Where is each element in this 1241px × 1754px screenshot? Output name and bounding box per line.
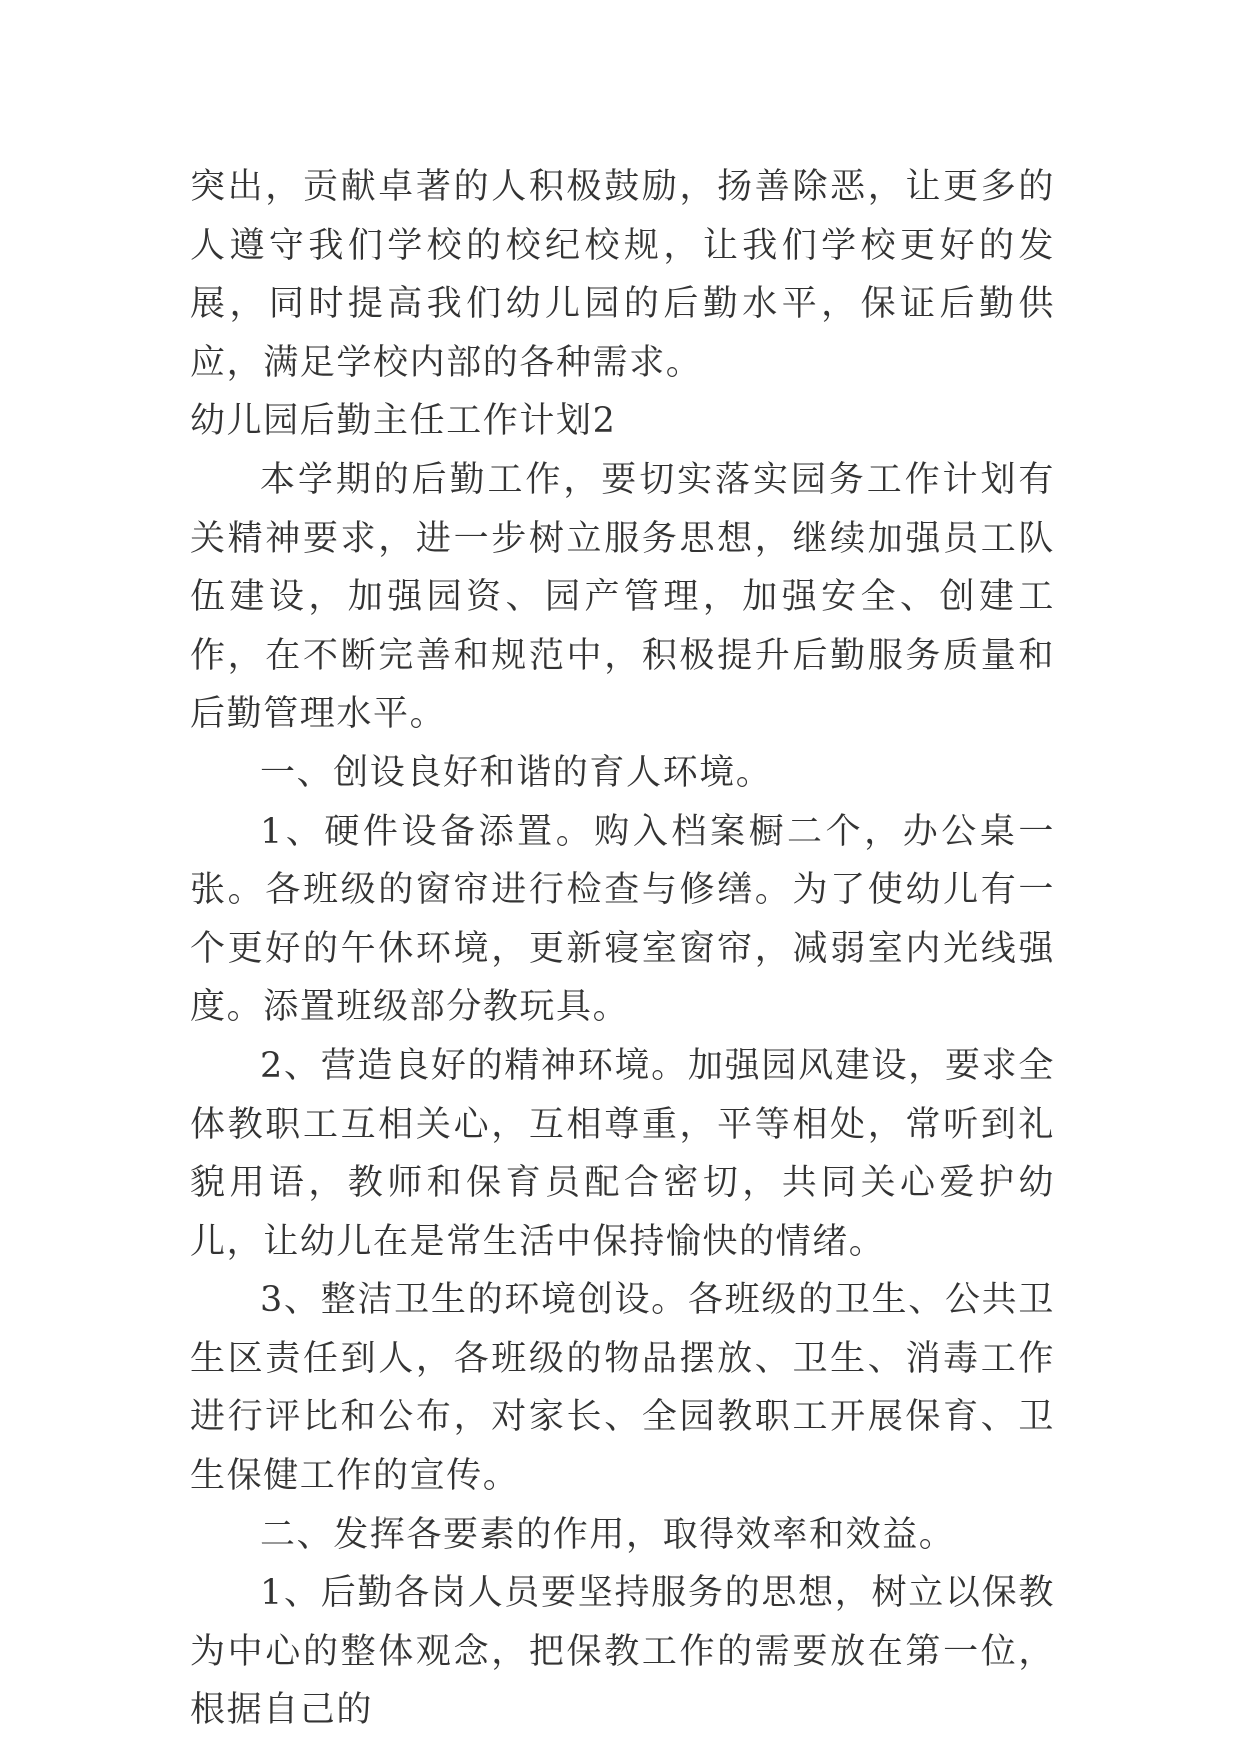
paragraph-section-one-title: 一、创设良好和谐的育人环境。	[260, 752, 773, 793]
section-heading: 幼儿园后勤主任工作计划2	[190, 401, 617, 442]
paragraph-continuation: 突出，贡献卓著的人积极鼓励，扬善除恶，让更多的人遵守我们学校的校纪校规，让我们学校更好的发展，同时提高我们幼儿园的后勤水平，保证后勤供应，满足学校内部的各种需求。	[190, 167, 1055, 383]
document-body	[190, 158, 1055, 1740]
paragraph-item-1-service: 1、后勤各岗人员要坚持服务的思想，树立以保教为中心的整体观念，把保教工作的需要放在第一位，根据自己的	[190, 1573, 1055, 1731]
paragraph-item-2-spirit: 2、营造良好的精神环境。加强园风建设，要求全体教职工互相关心，互相尊重，平等相处，常听到礼貌用语，教师和保育员配合密切，共同关心爱护幼儿，让幼儿在是常生活中保持愉快的情绪。	[190, 1045, 1055, 1262]
paragraph-intro: 本学期的后勤工作，要切实落实园务工作计划有关精神要求，进一步树立服务思想，继续加强员工队伍建设，加强园资、园产管理，加强安全、创建工作，在不断完善和规范中，积极提升后勤服务质量和后勤管理水平。	[190, 459, 1055, 735]
paragraph-section-two-title: 二、发挥各要素的作用，取得效率和效益。	[260, 1514, 956, 1555]
paragraph-item-1-hardware: 1、硬件设备添置。购入档案橱二个，办公桌一张。各班级的窗帘进行检查与修缮。为了使幼儿有一个更好的午休环境，更新寝室窗帘，减弱室内光线强度。添置班级部分教玩具。	[190, 811, 1055, 1028]
paragraph-item-3-hygiene: 3、整洁卫生的环境创设。各班级的卫生、公共卫生区责任到人，各班级的物品摆放、卫生、消毒工作进行评比和公布，对家长、全园教职工开展保育、卫生保健工作的宣传。	[190, 1280, 1055, 1497]
